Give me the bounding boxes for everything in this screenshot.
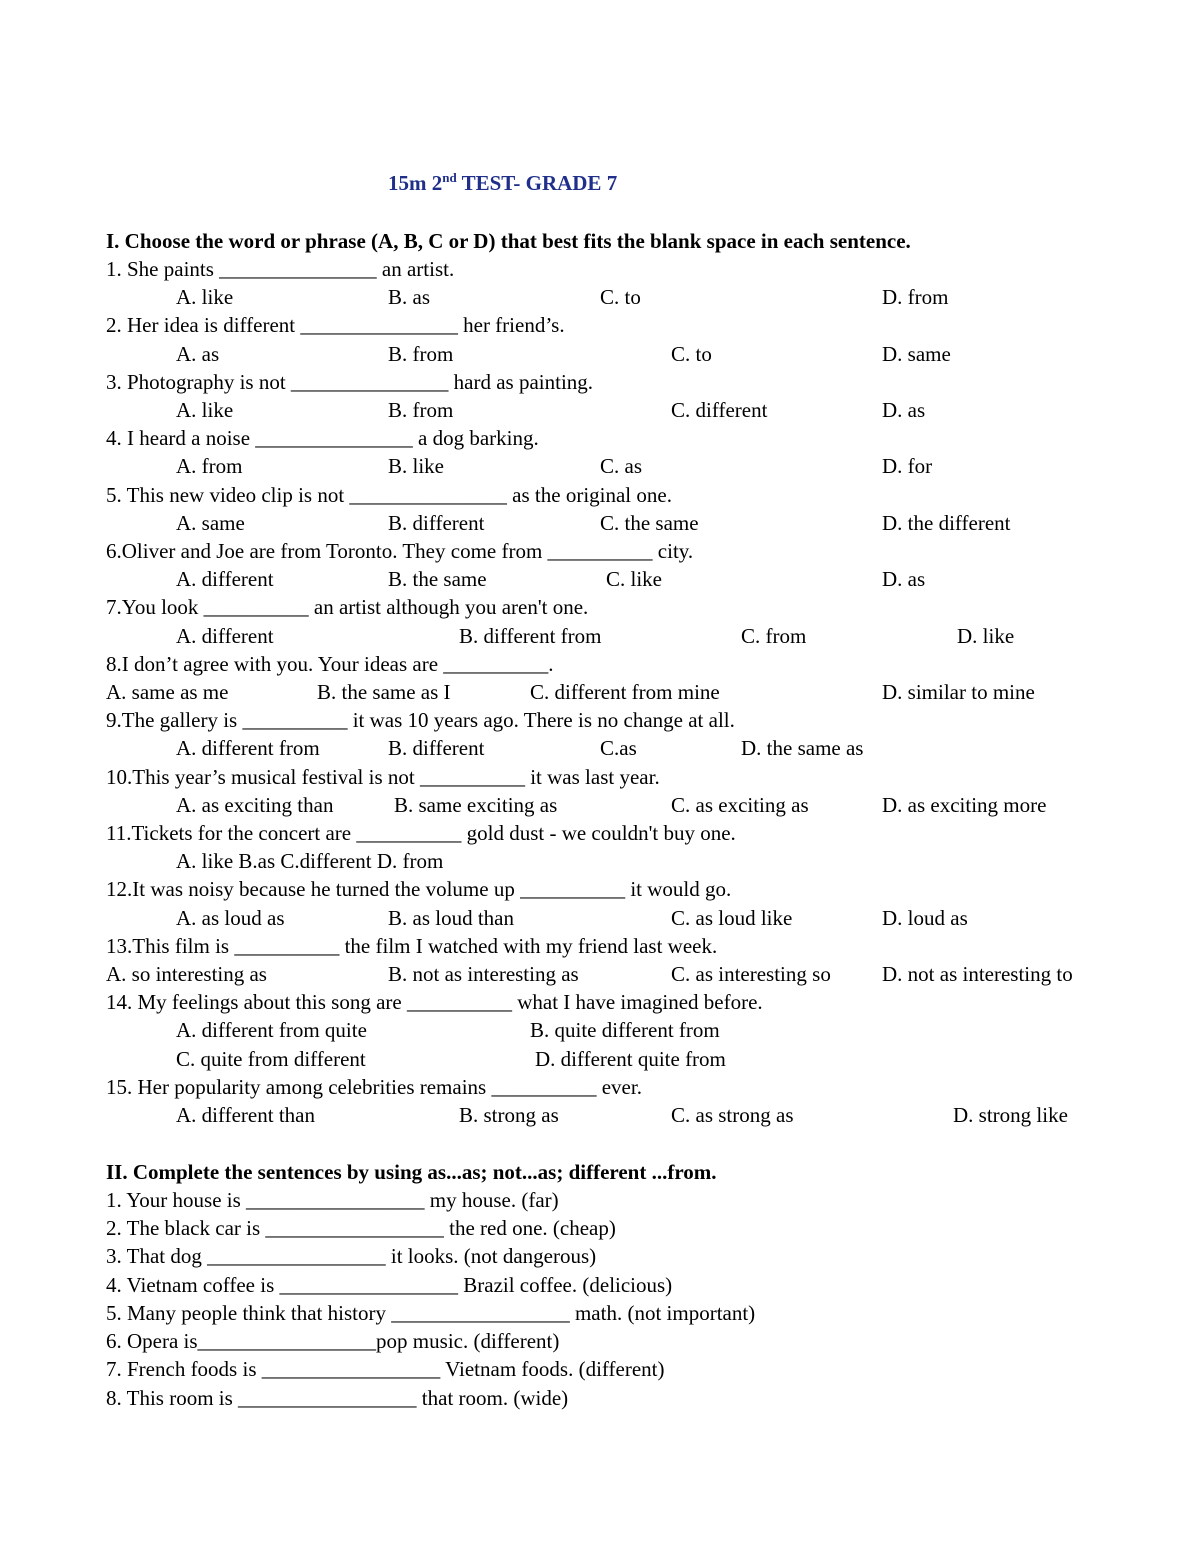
question-15: 15. Her popularity among celebrities remains __________ ever. bbox=[106, 1075, 642, 1099]
q7-option-d: D. like bbox=[957, 624, 1015, 648]
q2-option-c: C. to bbox=[671, 342, 712, 366]
q6-option-a: A. different bbox=[176, 567, 274, 591]
q6-option-d: D. as bbox=[882, 567, 926, 591]
question-1: 1. She paints _______________ an artist. bbox=[106, 257, 455, 281]
q14-option-c: C. quite from different bbox=[176, 1047, 366, 1071]
q7-option-a: A. different bbox=[176, 624, 274, 648]
exercise-item-4: 4. Vietnam coffee is _________________ Brazil coffee. (delicious) bbox=[106, 1273, 673, 1297]
q10-option-d: D. as exciting more bbox=[882, 793, 1047, 817]
q10-option-b: B. same exciting as bbox=[394, 793, 558, 817]
q13-option-c: C. as interesting so bbox=[671, 962, 831, 986]
q8-option-c: C. different from mine bbox=[530, 680, 720, 704]
q12-option-d: D. loud as bbox=[882, 906, 968, 930]
q5-option-b: B. different bbox=[388, 511, 485, 535]
q9-option-c: C.as bbox=[600, 736, 637, 760]
exercise-item-8: 8. This room is _________________ that room. (wide) bbox=[106, 1386, 569, 1410]
exercise-item-3: 3. That dog _________________ it looks. (not dangerous) bbox=[106, 1244, 597, 1268]
exercise-item-7: 7. French foods is _________________ Vietnam foods. (different) bbox=[106, 1357, 665, 1381]
question-12: 12.It was noisy because he turned the volume up __________ it would go. bbox=[106, 877, 732, 901]
q8-option-a: A. same as me bbox=[106, 680, 229, 704]
q13-option-d: D. not as interesting to bbox=[882, 962, 1073, 986]
q12-option-a: A. as loud as bbox=[176, 906, 285, 930]
q1-option-b: B. as bbox=[388, 285, 430, 309]
q15-option-d: D. strong like bbox=[953, 1103, 1068, 1127]
question-5: 5. This new video clip is not _______________ as the original one. bbox=[106, 483, 672, 507]
page-title: 15m 2nd TEST- GRADE 7 bbox=[388, 170, 618, 195]
q3-option-b: B. from bbox=[388, 398, 454, 422]
q9-option-a: A. different from bbox=[176, 736, 320, 760]
q3-option-d: D. as bbox=[882, 398, 926, 422]
q1-option-d: D. from bbox=[882, 285, 949, 309]
question-2: 2. Her idea is different _______________ her friend’s. bbox=[106, 313, 565, 337]
q7-option-b: B. different from bbox=[459, 624, 602, 648]
q5-option-c: C. the same bbox=[600, 511, 699, 535]
exercise-item-1: 1. Your house is _________________ my house. (far) bbox=[106, 1188, 559, 1212]
q10-option-a: A. as exciting than bbox=[176, 793, 334, 817]
q15-option-a: A. different than bbox=[176, 1103, 315, 1127]
q14-option-b: B. quite different from bbox=[530, 1018, 720, 1042]
q15-option-b: B. strong as bbox=[459, 1103, 559, 1127]
q4-option-d: D. for bbox=[882, 454, 933, 478]
exercise-item-6: 6. Opera is_________________pop music. (different) bbox=[106, 1329, 560, 1353]
q1-option-c: C. to bbox=[600, 285, 641, 309]
q12-option-b: B. as loud than bbox=[388, 906, 514, 930]
question-9: 9.The gallery is __________ it was 10 years ago. There is no change at all. bbox=[106, 708, 735, 732]
section-1-heading: I. Choose the word or phrase (A, B, C or D) that best fits the blank space in each sentence. bbox=[106, 229, 911, 253]
q4-option-b: B. like bbox=[388, 454, 444, 478]
q2-option-d: D. same bbox=[882, 342, 951, 366]
q6-option-b: B. the same bbox=[388, 567, 487, 591]
q15-option-c: C. as strong as bbox=[671, 1103, 794, 1127]
q13-option-b: B. not as interesting as bbox=[388, 962, 579, 986]
question-13: 13.This film is __________ the film I watched with my friend last week. bbox=[106, 934, 718, 958]
q14-option-d: D. different quite from bbox=[535, 1047, 726, 1071]
exercise-item-5: 5. Many people think that history _________________ math. (not important) bbox=[106, 1301, 756, 1325]
q7-option-c: C. from bbox=[741, 624, 807, 648]
q5-option-a: A. same bbox=[176, 511, 245, 535]
q8-option-d: D. similar to mine bbox=[882, 680, 1035, 704]
q12-option-c: C. as loud like bbox=[671, 906, 793, 930]
q10-option-c: C. as exciting as bbox=[671, 793, 809, 817]
q1-option-a: A. like bbox=[176, 285, 234, 309]
q13-option-a: A. so interesting as bbox=[106, 962, 267, 986]
question-7: 7.You look __________ an artist although you aren't one. bbox=[106, 595, 589, 619]
q5-option-d: D. the different bbox=[882, 511, 1011, 535]
section-2-heading: II. Complete the sentences by using as...as; not...as; different ...from. bbox=[106, 1160, 717, 1184]
question-8: 8.I don’t agree with you. Your ideas are __________. bbox=[106, 652, 554, 676]
q3-option-c: C. different bbox=[671, 398, 768, 422]
q3-option-a: A. like bbox=[176, 398, 234, 422]
q4-option-a: A. from bbox=[176, 454, 243, 478]
q6-option-c: C. like bbox=[606, 567, 662, 591]
exercise-item-2: 2. The black car is _________________ the red one. (cheap) bbox=[106, 1216, 616, 1240]
question-10: 10.This year’s musical festival is not __________ it was last year. bbox=[106, 765, 660, 789]
q9-option-b: B. different bbox=[388, 736, 485, 760]
question-6: 6.Oliver and Joe are from Toronto. They come from __________ city. bbox=[106, 539, 694, 563]
q14-option-a: A. different from quite bbox=[176, 1018, 367, 1042]
question-3: 3. Photography is not _______________ hard as painting. bbox=[106, 370, 594, 394]
q11-options: A. like B.as C.different D. from bbox=[176, 849, 444, 873]
q2-option-a: A. as bbox=[176, 342, 220, 366]
q8-option-b: B. the same as I bbox=[317, 680, 451, 704]
question-11: 11.Tickets for the concert are __________ gold dust - we couldn't buy one. bbox=[106, 821, 736, 845]
question-14: 14. My feelings about this song are __________ what I have imagined before. bbox=[106, 990, 763, 1014]
q2-option-b: B. from bbox=[388, 342, 454, 366]
q4-option-c: C. as bbox=[600, 454, 642, 478]
question-4: 4. I heard a noise _______________ a dog barking. bbox=[106, 426, 539, 450]
q9-option-d: D. the same as bbox=[741, 736, 864, 760]
